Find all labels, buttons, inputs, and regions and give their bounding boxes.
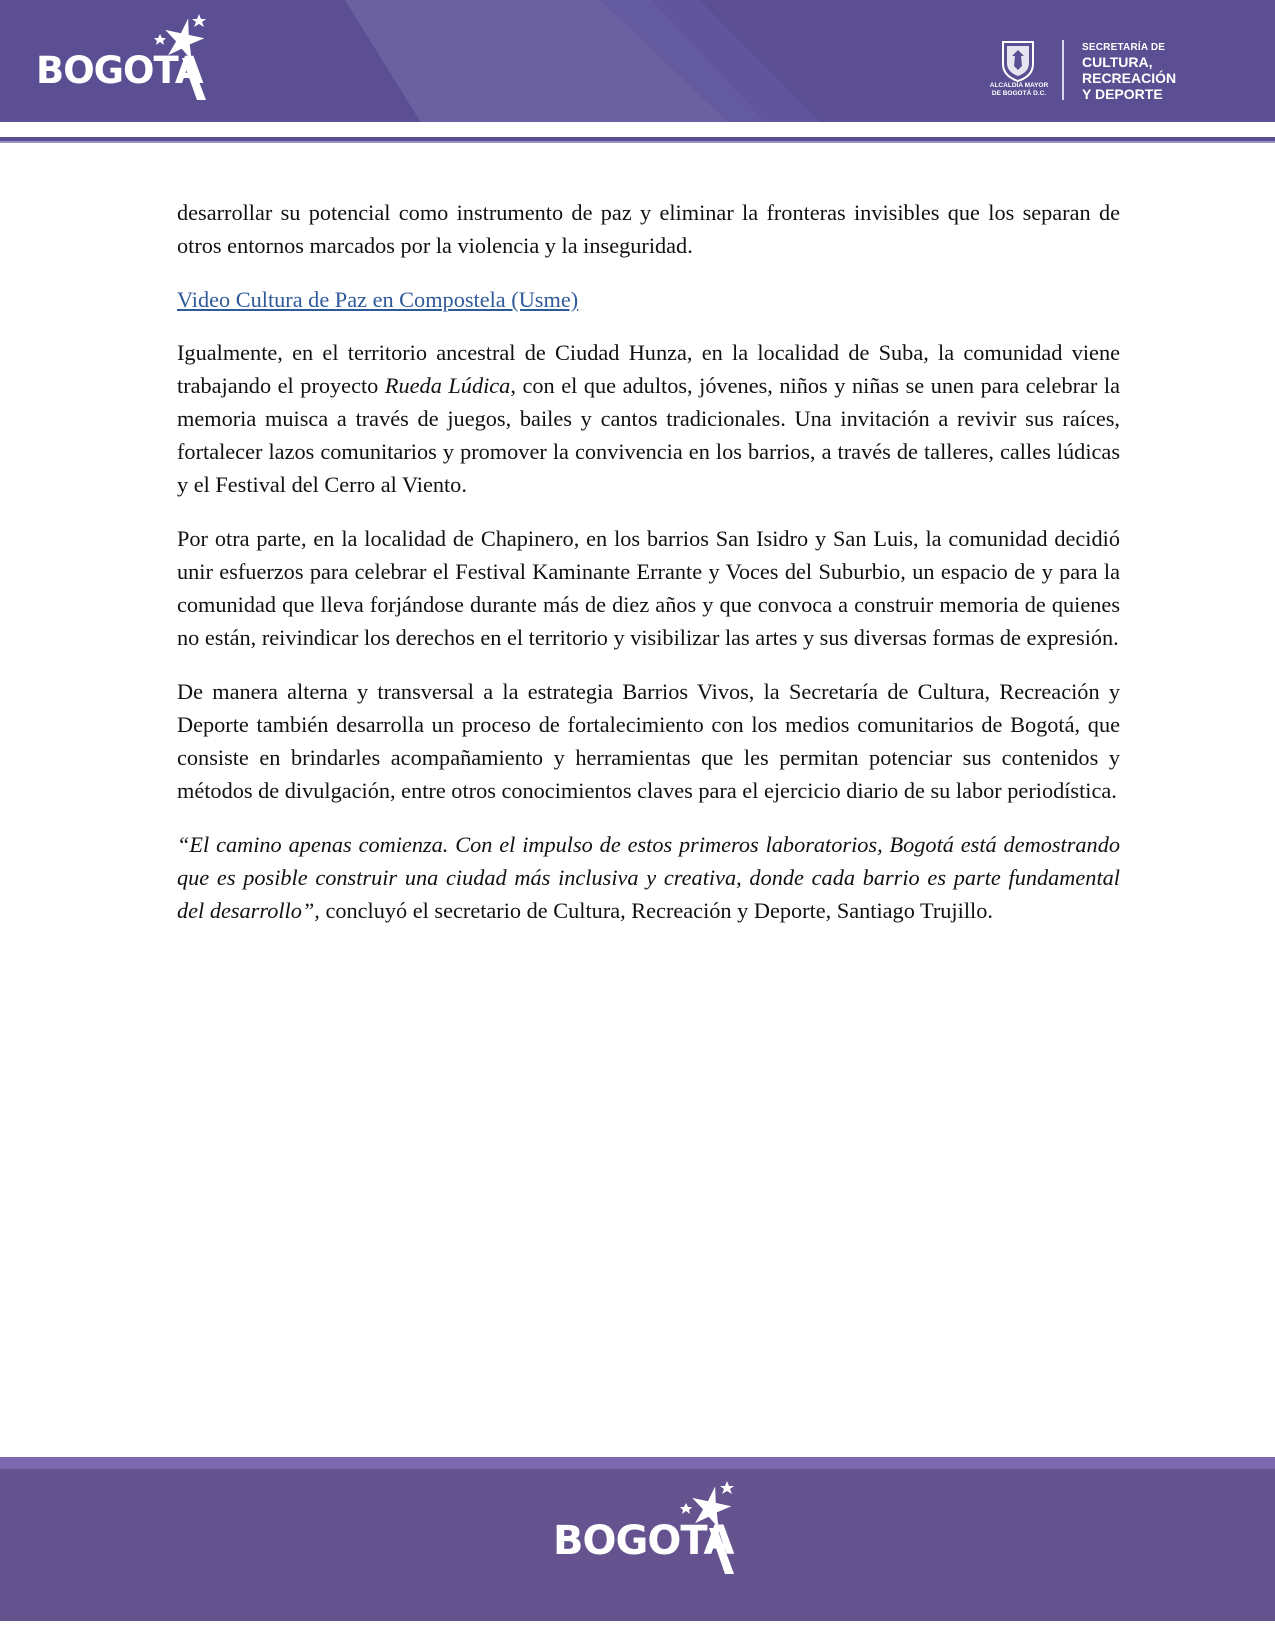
alcaldia-line: DE BOGOTÁ D.C. (991, 90, 1047, 97)
header-rule (0, 141, 1275, 143)
logo-text: BOGOTA (36, 49, 203, 92)
secretaria-logo (982, 38, 1232, 102)
quote-text: “El camino apenas comienza. Con el impulso de estos primeros laboratorios, Bogotá está demostrando que es posible construir una ciudad más inclusiva y creativa, donde cada barrio es parte fundamental del desarrollo”, (177, 832, 1120, 923)
alcaldia-label (982, 82, 1056, 98)
header-gap (0, 122, 1275, 137)
page-header (0, 0, 1275, 122)
secretaria-line: SECRETARÍA DE (1082, 42, 1166, 53)
secretaria-label (1082, 42, 1232, 102)
secretaria-line: Y DEPORTE (1082, 86, 1163, 102)
document-body (177, 196, 1120, 948)
text-run: concluyó el secretario de Cultura, Recreación y Deporte, Santiago Trujillo. (319, 898, 993, 923)
text-run: , con el que adultos, jóvenes, niños y niñas se unen para celebrar la memoria muisca a través de juegos, bailes y cantos tradicionales. Una invitación a revivir sus raíces, fortalecer lazos comunitarios y promover la convivencia en los barrios, a través de talleres, calles lúdicas y el Festival del Cerro al Viento. (177, 373, 1120, 497)
text-run: Igualmente, en el territorio ancestral de Ciudad Hunza, en la localidad de Suba, la comunidad viene trabajando el proyecto (177, 340, 1120, 398)
paragraph (177, 336, 1120, 501)
project-name: Rueda Lúdica (384, 373, 511, 398)
logo-text: BOGOTA (553, 1518, 734, 1564)
coat-of-arms-icon (1000, 40, 1036, 82)
secretaria-line: CULTURA, RECREACIÓN (1082, 54, 1177, 86)
bogota-logo (36, 12, 222, 106)
paragraph: De manera alterna y transversal a la estrategia Barrios Vivos, la Secretaría de Cultura, Recreación y Deporte también desarrolla un proceso de fortalecimiento con los medios comunitarios de Bogotá, que consiste en brindarles acompañamiento y herramientas que les permitan potenciar sus contenidos y métodos de divulgación, entre otros conocimientos claves para el ejercicio diario de su labor periodística. (177, 679, 1120, 803)
quote-paragraph (177, 828, 1120, 927)
paragraph: Por otra parte, en la localidad de Chapinero, en los barrios San Isidro y San Luis, la comunidad decidió unir esfuerzos para celebrar el Festival Kaminante Errante y Voces del Suburbio, un espacio de y para la comunidad que lleva forjándose durante más de diez años y que convoca a construir memoria de quienes no están, reivindicar los derechos en el territorio y visibilizar las artes y sus diversas formas de expresión. (177, 526, 1120, 650)
bogota-logo-footer (553, 1478, 753, 1578)
paragraph: desarrollar su potencial como instrumento de paz y eliminar la fronteras invisibles que los separan de otros entornos marcados por la violencia y la inseguridad. (177, 200, 1120, 258)
footer-band (0, 1457, 1275, 1469)
logo-divider (1062, 40, 1064, 100)
alcaldia-line: ALCALDÍA MAYOR (989, 82, 1049, 89)
video-link[interactable]: Video Cultura de Paz en Compostela (Usme) (177, 287, 579, 312)
link-paragraph (177, 283, 1120, 316)
